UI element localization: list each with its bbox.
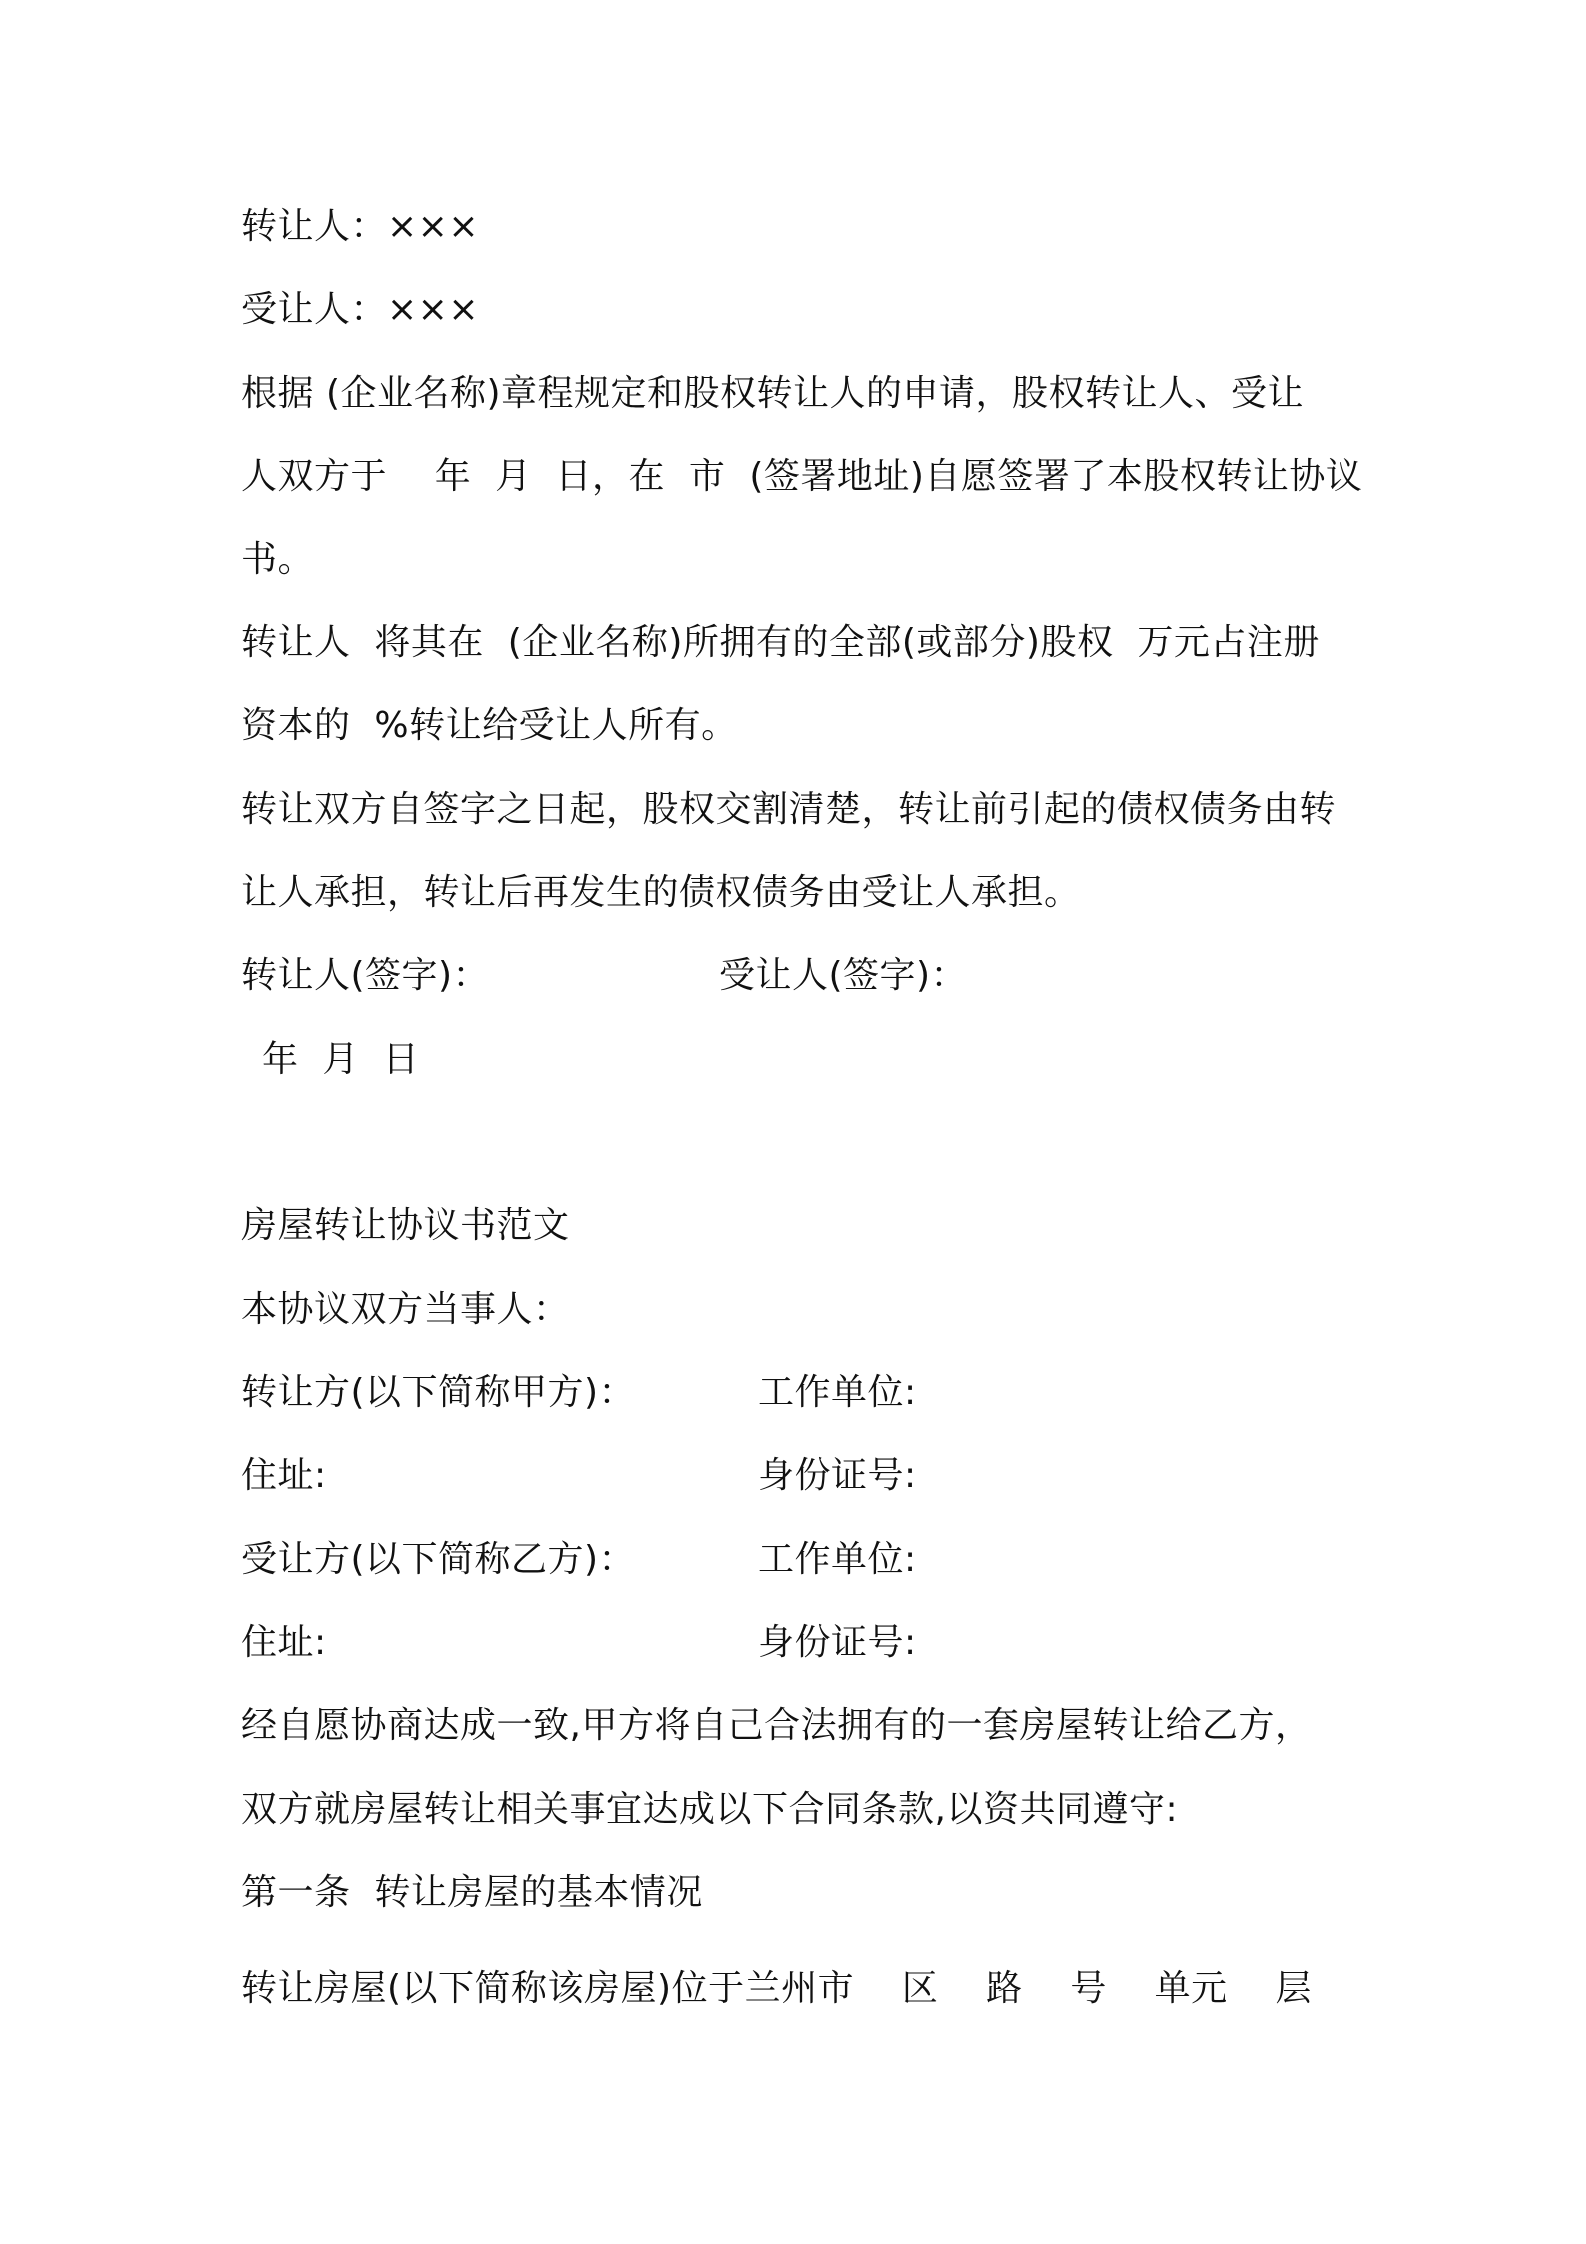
paragraph-3-line-2: 让人承担，转让后再发生的债权债务由受让人承担。 — [241, 872, 1081, 913]
party-a-work-label: 工作单位: — [758, 1372, 917, 1413]
party-b-id-label: 身份证号: — [758, 1622, 917, 1663]
party-a-id-label: 身份证号: — [758, 1455, 917, 1496]
party-a-address-label: 住址: — [241, 1455, 327, 1496]
transferor-line: 转让人：××× — [241, 206, 479, 247]
paragraph-1-line-2: 人双方于 年 月 日，在 市 (签署地址)自愿签署了本股权转让协议 — [241, 456, 1363, 497]
signature-date: 年 月 日 — [262, 1039, 420, 1080]
signature-transferor: 转让人(签字)： — [241, 955, 490, 996]
parties-intro: 本协议双方当事人： — [241, 1289, 570, 1330]
transferee-line: 受让人：××× — [241, 289, 479, 330]
party-b-work-label: 工作单位: — [758, 1539, 917, 1580]
party-b-label: 受让方(以下简称乙方)： — [241, 1539, 636, 1580]
agreement-line-2: 双方就房屋转让相关事宜达成以下合同条款,以资共同遵守: — [241, 1789, 1179, 1830]
paragraph-1-line-1: 根据 (企业名称)章程规定和股权转让人的申请，股权转让人、受让 — [241, 373, 1305, 414]
party-b-address-label: 住址: — [241, 1622, 327, 1663]
document-title: 房屋转让协议书范文 — [241, 1205, 570, 1246]
paragraph-3-line-1: 转让双方自签字之日起，股权交割清楚，转让前引起的债权债务由转 — [241, 789, 1337, 830]
signature-transferee: 受让人(签字)： — [719, 955, 968, 996]
party-a-label: 转让方(以下简称甲方)： — [241, 1372, 636, 1413]
agreement-line-1: 经自愿协商达成一致,甲方将自己合法拥有的一套房屋转让给乙方， — [241, 1705, 1312, 1746]
paragraph-2-line-1: 转让人 将其在 (企业名称)所拥有的全部(或部分)股权 万元占注册 — [241, 622, 1320, 663]
article-1-line-1: 转让房屋(以下简称该房屋)位于兰州市 区 路 号 单元 层 — [241, 1968, 1312, 2009]
paragraph-1-line-3: 书。 — [241, 539, 315, 580]
article-1-title: 第一条 转让房屋的基本情况 — [241, 1872, 703, 1913]
paragraph-2-line-2: 资本的 %转让给受让人所有。 — [241, 705, 738, 746]
